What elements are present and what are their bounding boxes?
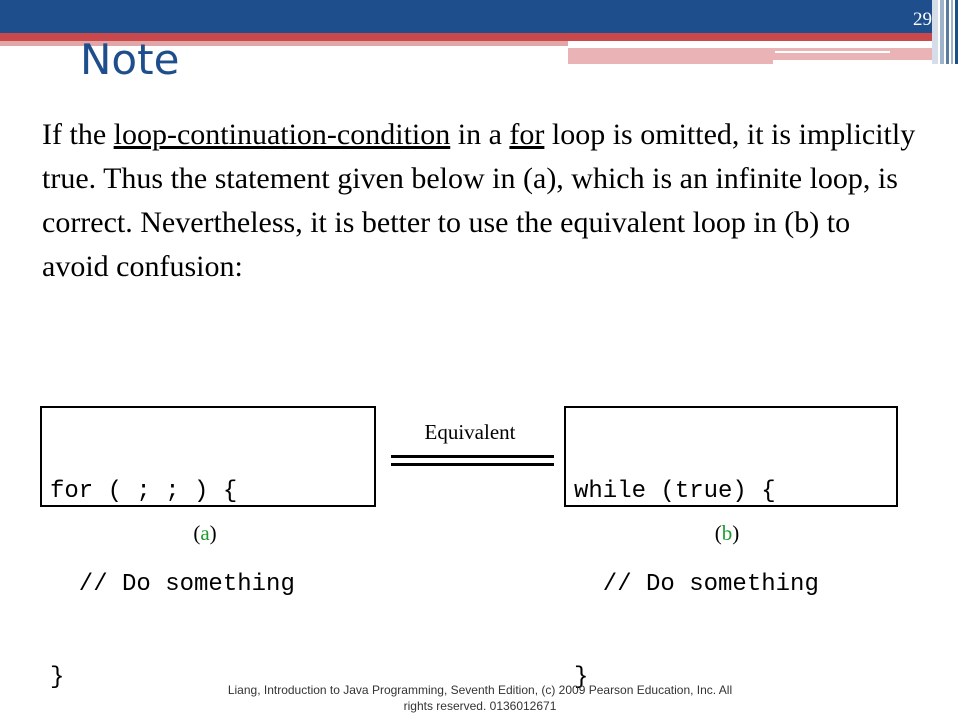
code-box-a	[40, 406, 376, 691]
header-vertical-stripe	[955, 0, 958, 64]
underlined-keyword: for	[509, 118, 545, 151]
footer-line: rights reserved. 0136012671	[403, 699, 557, 713]
header-vertical-stripe	[940, 0, 944, 64]
footer-line: Liang, Introduction to Java Programming, Seventh Edition, (c) 2009 Pearson Education, Inc. All	[227, 683, 733, 697]
header-vertical-stripe	[932, 0, 938, 64]
caption-paren: (	[714, 521, 722, 545]
code-line: // Do something	[50, 571, 295, 598]
slide-number: 29	[913, 9, 932, 30]
caption-paren: (	[193, 521, 201, 545]
header-band-navy	[0, 0, 932, 33]
caption-paren: )	[209, 521, 217, 545]
equivalence-line-top	[391, 455, 554, 458]
code-box-b	[564, 406, 898, 691]
equivalent-label: Equivalent	[424, 420, 516, 444]
caption-letter: b	[721, 521, 733, 545]
caption-b	[697, 521, 757, 546]
code-line: for ( ; ; ) {	[50, 478, 238, 505]
caption-paren: )	[732, 521, 740, 545]
code-line: while (true) {	[574, 478, 776, 505]
underlined-term: loop-continuation-condition	[113, 118, 451, 151]
header-band-pink	[568, 48, 932, 60]
body-text-segment: If the	[42, 118, 114, 151]
header-vertical-stripe	[951, 0, 953, 64]
body-paragraph	[42, 113, 922, 289]
code-line: }	[50, 664, 65, 691]
code-line: // Do something	[574, 571, 819, 598]
body-text-segment: loop is omitted, it is implicitly true. Thus the statement given below in (a), which is an infinite loop, is correct. Nevertheless, it is better to use the equivalent loop in (b) to avoid confusion:	[42, 118, 916, 283]
body-text-segment: in a	[450, 118, 510, 151]
header-vertical-stripe	[946, 0, 949, 64]
equivalence-line-bottom	[391, 463, 554, 466]
header-band-white-stripe	[775, 51, 890, 53]
code-line: }	[574, 664, 589, 691]
header-band-pink-lower	[568, 60, 773, 64]
caption-a	[175, 521, 235, 546]
footer-copyright	[160, 682, 800, 714]
caption-letter: a	[200, 521, 210, 545]
slide-title: Note	[80, 35, 180, 84]
